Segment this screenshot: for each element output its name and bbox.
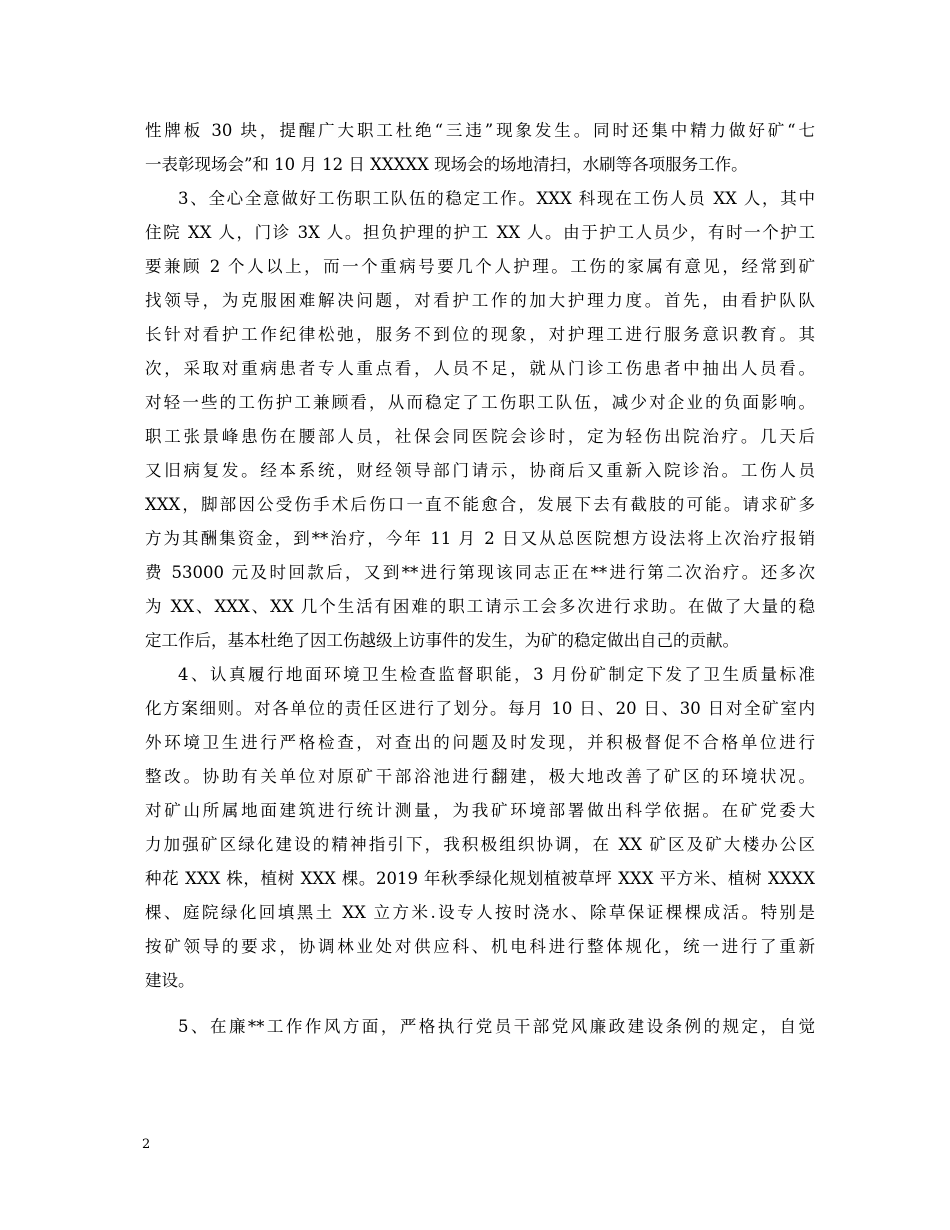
text-line: 建设。 [145, 971, 195, 990]
text-line: 外环境卫生进行严格检查，对查出的问题及时发现，并积极督促不合格单位进行 [145, 733, 815, 752]
text-line: 长针对看护工作纪律松弛，服务不到位的现象，对护理工进行服务意识教育。其 [145, 325, 815, 344]
text-line: 次，采取对重病患者专人重点看，人员不足，就从门诊工伤患者中抽出人员看。 [145, 359, 815, 378]
text-line: 4、认真履行地面环境卫生检查监督职能，3 月份矿制定下发了卫生质量标准 [178, 665, 815, 684]
text-line: 定工作后，基本杜绝了因工伤越级上访事件的发生，为矿的稳定做出自己的贡献。 [145, 631, 739, 650]
text-line: 种花 XXX 株，植树 XXX 棵。2019 年秋季绿化规划植被草坪 XXX 平方米、植树 XXXX [145, 869, 815, 888]
text-line: 为 XX、XXX、XX 几个生活有困难的职工请示工会多次进行求助。在做了大量的稳 [145, 597, 815, 616]
text-line: 又旧病复发。经本系统，财经领导部门请示，协商后又重新入院诊治。工伤人员 [145, 461, 815, 480]
page-number: 2 [142, 1137, 151, 1152]
text-line: 费 53000 元及时回款后，又到**进行第现该同志正在**进行第二次治疗。还多次 [145, 563, 815, 582]
text-line: 找领导，为克服困难解决问题，对看护工作的加大护理力度。首先，由看护队队 [145, 291, 815, 310]
text-line: 化方案细则。对各单位的责任区进行了划分。每月 10 日、20 日、30 日对全矿室内 [145, 699, 815, 718]
text-line: 住院 XX 人，门诊 3X 人。担负护理的护工 XX 人。由于护工人员少，有时一个护工 [145, 223, 815, 242]
document-body [145, 114, 815, 1044]
text-line: 5、在廉**工作作风方面，严格执行党员干部党风廉政建设条例的规定，自觉 [178, 1017, 815, 1036]
text-line: 对矿山所属地面建筑进行统计测量，为我矿环境部署做出科学依据。在矿党委大 [145, 801, 815, 820]
text-line: 对轻一些的工伤护工兼顾看，从而稳定了工伤职工队伍，减少对企业的负面影响。 [145, 393, 815, 412]
text-line: 力加强矿区绿化建设的精神指引下，我积极组织协调，在 XX 矿区及矿大楼办公区 [145, 835, 815, 854]
text-line: XXX，脚部因公受伤手术后伤口一直不能愈合，发展下去有截肢的可能。请求矿多 [145, 495, 815, 514]
text-line: 3、全心全意做好工伤职工队伍的稳定工作。XXX 科现在工伤人员 XX 人，其中 [178, 189, 815, 208]
text-line: 棵、庭院绿化回填黑土 XX 立方米.设专人按时浇水、除草保证棵棵成活。特别是 [145, 903, 815, 922]
text-line: 一表彰现场会”和 10 月 12 日 XXXXX 现场会的场地清扫，水刷等各项服务工作。 [145, 155, 748, 174]
text-line: 整改。协助有关单位对原矿干部浴池进行翻建，极大地改善了矿区的环境状况。 [145, 767, 815, 786]
text-line: 要兼顾 2 个人以上，而一个重病号要几个人护理。工伤的家属有意见，经常到矿 [145, 257, 815, 276]
text-line: 性牌板 30 块，提醒广大职工杜绝“三违”现象发生。同时还集中精力做好矿“七 [145, 121, 815, 140]
text-line: 按矿领导的要求，协调林业处对供应科、机电科进行整体规化，统一进行了重新 [145, 937, 815, 956]
text-line: 方为其酬集资金，到**治疗，今年 11 月 2 日又从总医院想方设法将上次治疗报销 [145, 529, 815, 548]
text-line: 职工张景峰患伤在腰部人员，社保会同医院会诊时，定为轻伤出院治疗。几天后 [145, 427, 815, 446]
